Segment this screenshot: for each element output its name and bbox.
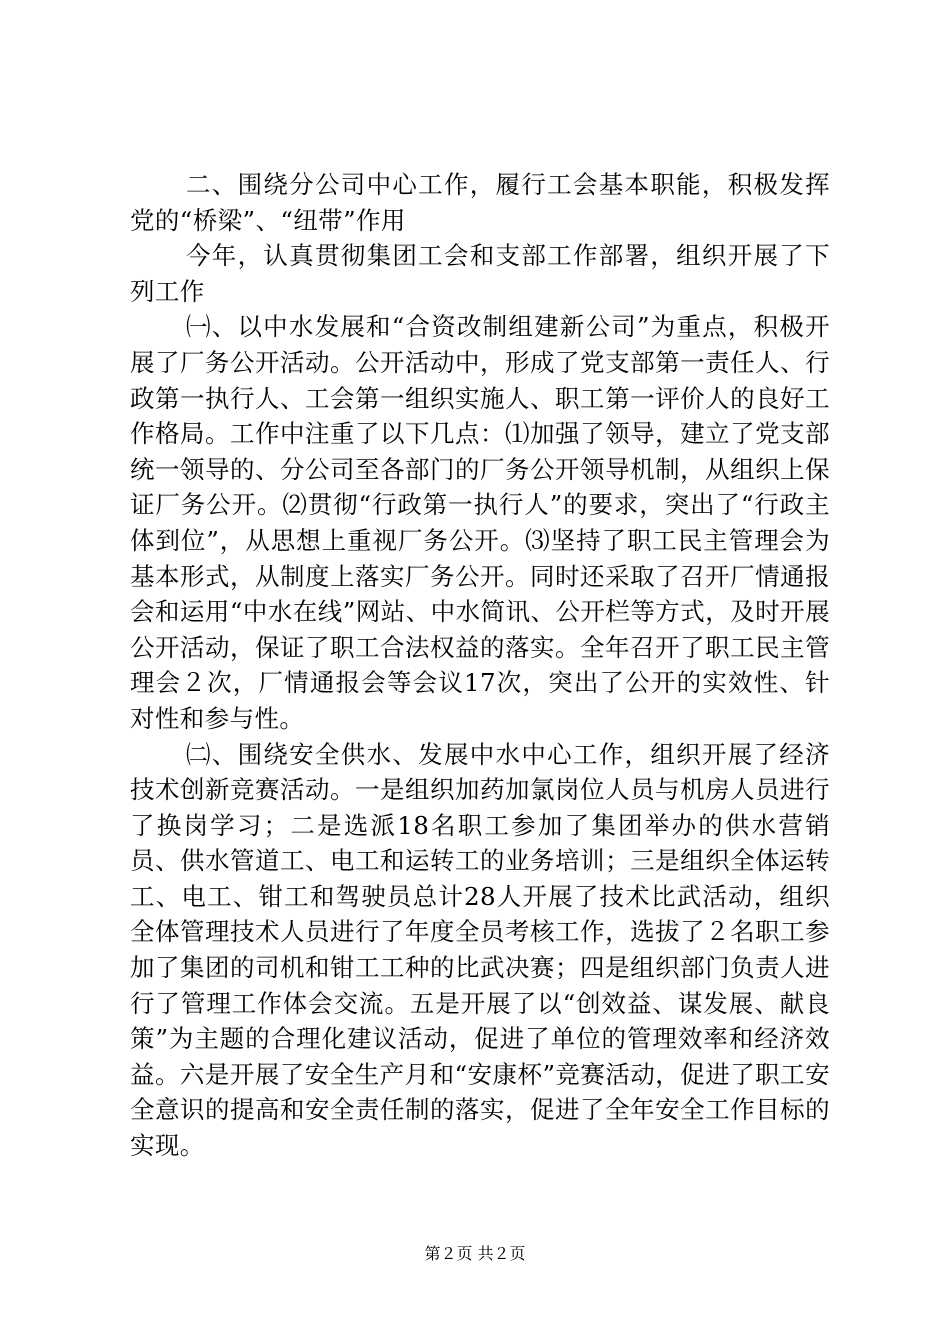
document-body	[130, 167, 830, 1164]
section-heading-paragraph: 二、围绕分公司中心工作，履行工会基本职能，积极发挥党的“桥梁”、“纽带”作用	[130, 170, 830, 235]
page-footer: 第２页 共２页	[424, 1244, 526, 1263]
item-one-paragraph: ㈠、以中水发展和“合资改制组建新公司”为重点，积极开展了厂务公开活动。公开活动中，形成了党支部第一责任人、行政第一执行人、工会第一组织实施人、职工第一评价人的良好工作格局。工作中注重了以下几点：⑴加强了领导，建立了党支部统一领导的、分公司至各部门的厂务公开领导机制，从组织上保证厂务公开。⑵贯彻“行政第一执行人”的要求，突出了“行政主体到位”，从思想上重视厂务公开。⑶坚持了职工民主管理会为基本形式，从制度上落实厂务公开。同时还采取了召开厂情通报会和运用“中水在线”网站、中水简讯、公开栏等方式，及时开展公开活动，保证了职工合法权益的落实。全年召开了职工民主管理会２次，厂情通报会等会议17次，突出了公开的实效性、针对性和参与性。	[130, 312, 830, 733]
intro-paragraph: 今年，认真贯彻集团工会和支部工作部署，组织开展了下列工作	[130, 241, 830, 306]
item-two-paragraph: ㈡、围绕安全供水、发展中水中心工作，组织开展了经济技术创新竞赛活动。一是组织加药加氯岗位人员与机房人员进行了换岗学习；二是选派18名职工参加了集团举办的供水营销员、供水管道工、电工和运转工的业务培训；三是组织全体运转工、电工、钳工和驾驶员总计28人开展了技术比武活动，组织全体管理技术人员进行了年度全员考核工作，选拔了２名职工参加了集团的司机和钳工工种的比武决赛；四是组织部门负责人进行了管理工作体会交流。五是开展了以“创效益、谋发展、献良策”为主题的合理化建议活动，促进了单位的管理效率和经济效益。六是开展了安全生产月和“安康杯”竞赛活动，促进了职工安全意识的提高和安全责任制的落实，促进了全年安全工作目标的实现。	[130, 739, 830, 1161]
